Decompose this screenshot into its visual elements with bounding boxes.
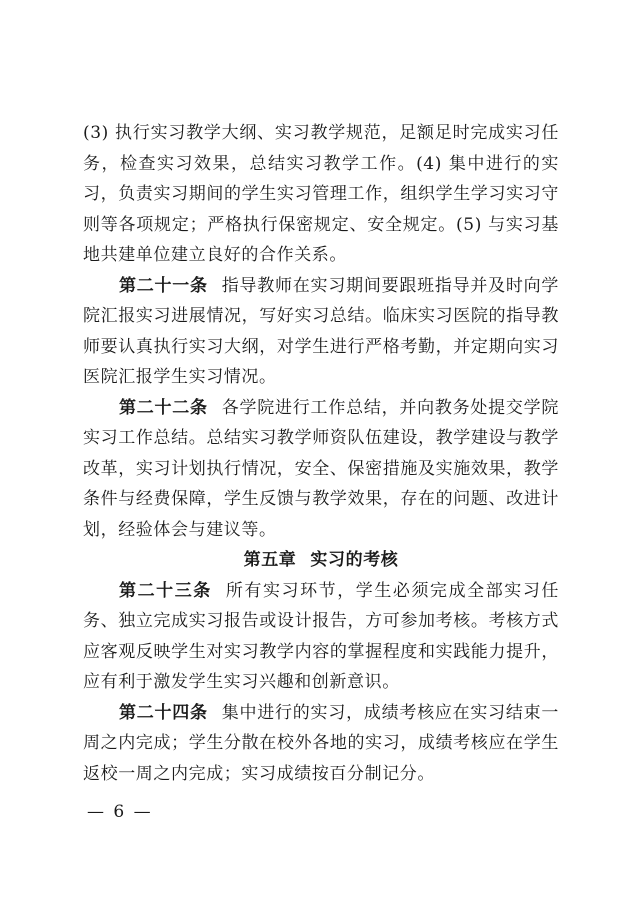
chapter-number: 第五章 [243, 550, 297, 570]
article-22 [83, 393, 559, 546]
article-number: 第二十二条 [119, 397, 208, 418]
paragraph-text: 所有实习环节，学生必须完成全部实习任务、独立完成实习报告或设计报告，方可参加考核。考核方式应客观反映学生对实习教学内容的掌握程度和实践能力提升，应有利于激发学生实习兴趣和创新意识。 [83, 580, 559, 692]
paragraph-text: 指导教师在实习期间要跟班指导并及时向学院汇报实习进展情况，写好实习总结。临床实习医院的指导教师要认真执行实习大纲，对学生进行严格考勤，并定期向实习医院汇报学生实习情况。 [83, 275, 559, 387]
paragraph-text: 各学院进行工作总结，并向教务处提交学院实习工作总结。总结实习教学师资队伍建设，教学建设与教学改革，实习计划执行情况，安全、保密措施及实施效果，教学条件与经费保障，学生反馈与教学效果，存在的问题、改进计划，经验体会与建议等。 [83, 397, 559, 540]
chapter-title: 实习的考核 [310, 550, 399, 570]
chapter-heading [83, 545, 559, 576]
paragraph-text: 集中进行的实习，成绩考核应在实习结束一周之内完成；学生分散在校外各地的实习，成绩考核应在学生返校一周之内完成；实习成绩按百分制记分。 [83, 702, 559, 784]
article-number: 第二十三条 [119, 580, 212, 601]
article-23 [83, 576, 559, 698]
article-number: 第二十一条 [119, 275, 208, 296]
article-number: 第二十四条 [119, 702, 208, 723]
paragraph-text: (3) 执行实习教学大纲、实习教学规范，足额足时完成实习任务，检查实习效果，总结实习教学工作。(4) 集中进行的实习，负责实习期间的学生实习管理工作，组织学生学习实习守则等各项规定；严格执行保密规定、安全规定。(5) 与实习基地共建单位建立良好的合作关系。 [83, 123, 559, 265]
paragraph-duties [83, 118, 559, 271]
page-number: — 6 — [87, 802, 153, 822]
article-24 [83, 698, 559, 790]
article-21 [83, 271, 559, 393]
